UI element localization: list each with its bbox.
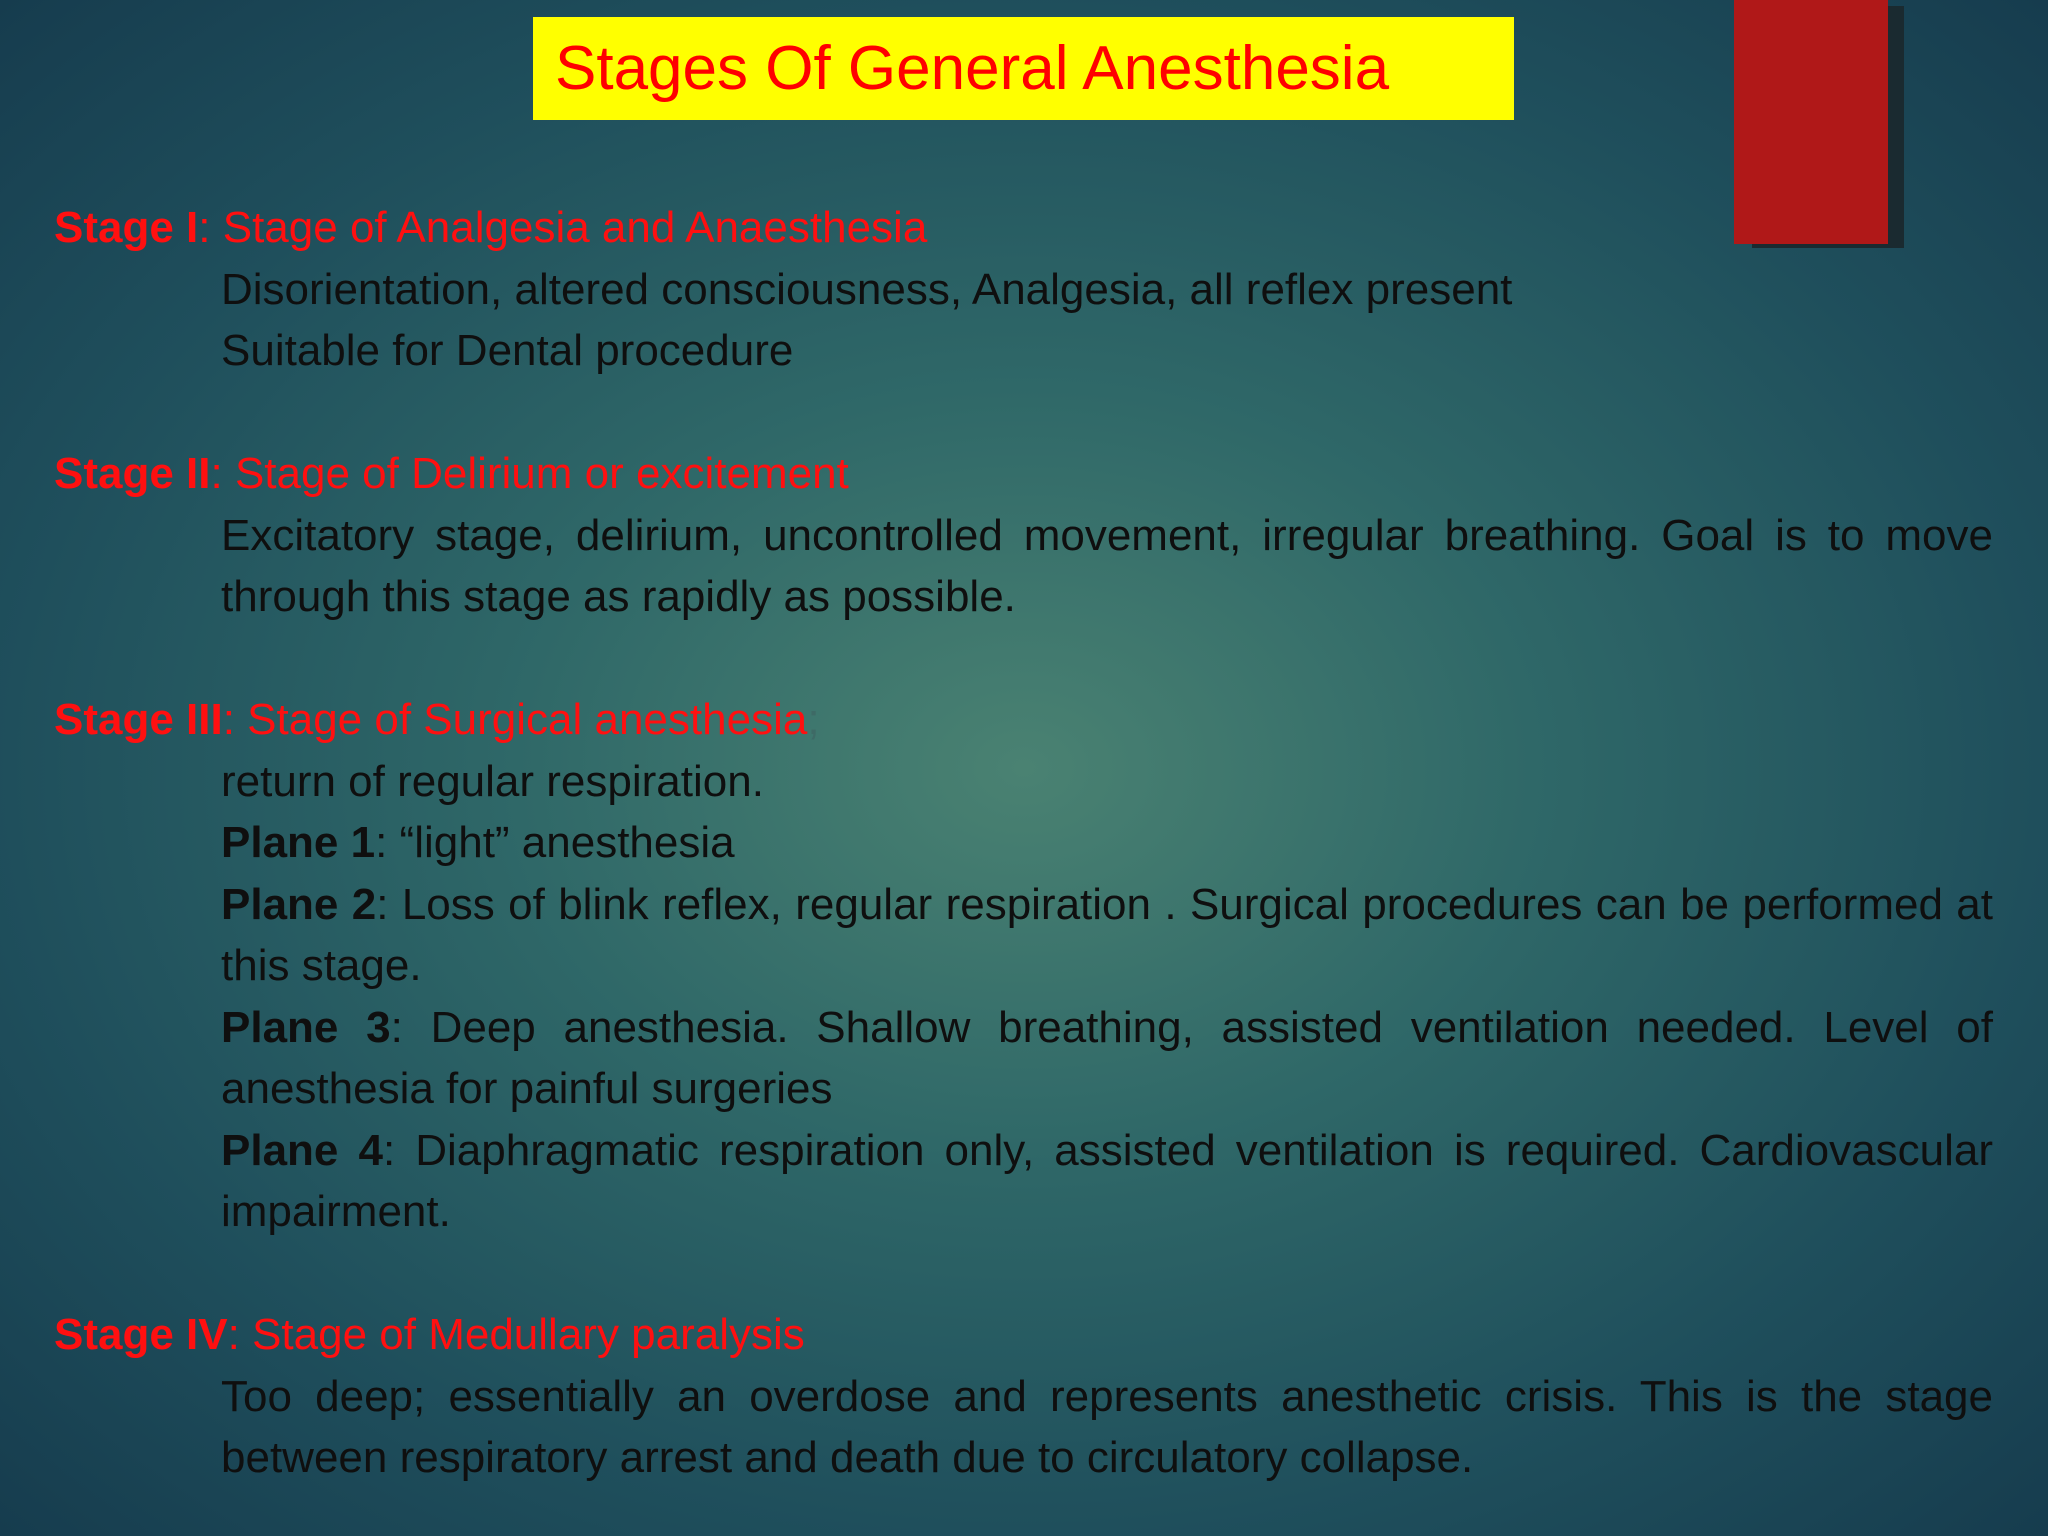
plane-1-text: : “light” anesthesia [375,818,735,867]
plane-3 [54,997,1993,1120]
stage-3-semicolon: ; [807,695,820,744]
stage-4-label: Stage IV [54,1310,228,1359]
stage-1-line-2: Suitable for Dental procedure [221,326,794,375]
plane-4-label: Plane 4 [221,1125,383,1175]
plane-2-text: : Loss of blink reflex, regular respiration . Surgical procedures can be performed at this stage. [221,879,1993,990]
plane-3-text: : Deep anesthesia. Shallow breathing, assisted ventilation needed. Level of anesthesia for painful surgeries [221,1002,1993,1113]
stage-3-intro: return of regular respiration. [221,756,764,806]
stage-4-name: : Stage of Medullary paralysis [227,1310,805,1359]
stage-1-name: : Stage of Analgesia and Anaesthesia [198,203,928,252]
spacer [54,382,1994,444]
stage-2-description: Excitatory stage, delirium, uncontrolled movement, irregular breathing. Goal is to move through this stage as rapidly as possible. [221,510,1993,621]
slide-title: Stages Of General Anesthesia [555,34,1390,103]
plane-4 [54,1120,1993,1243]
stage-2-heading [54,443,1994,505]
plane-3-label: Plane 3 [221,1002,391,1052]
stage-3-heading [54,689,1994,751]
plane-1-label: Plane 1 [221,818,376,867]
spacer [54,628,1994,690]
stage-3-label: Stage III [54,695,223,744]
title-box [533,17,1514,120]
stage-1-label: Stage I [54,203,199,252]
stage-1-heading [54,197,1994,259]
stage-1-line-1: Disorientation, altered consciousness, Analgesia, all reflex present [221,264,1513,314]
slide-content [54,197,1994,1489]
plane-4-text: : Diaphragmatic respiration only, assisted ventilation is required. Cardiovascular impairment. [221,1125,1993,1236]
stage-2-name: : Stage of Delirium or excitement [210,449,849,498]
stage-4-heading [54,1304,1994,1366]
stage-3-name: : Stage of Surgical anesthesia [222,695,808,744]
stage-2-label: Stage II [54,449,211,498]
plane-1 [54,812,1993,874]
spacer [54,1243,1994,1305]
plane-2 [54,874,1993,997]
stage-4-description: Too deep; essentially an overdose and represents anesthetic crisis. This is the stage between respiratory arrest and death due to circulatory collapse. [221,1371,1993,1482]
plane-2-label: Plane 2 [221,879,377,929]
